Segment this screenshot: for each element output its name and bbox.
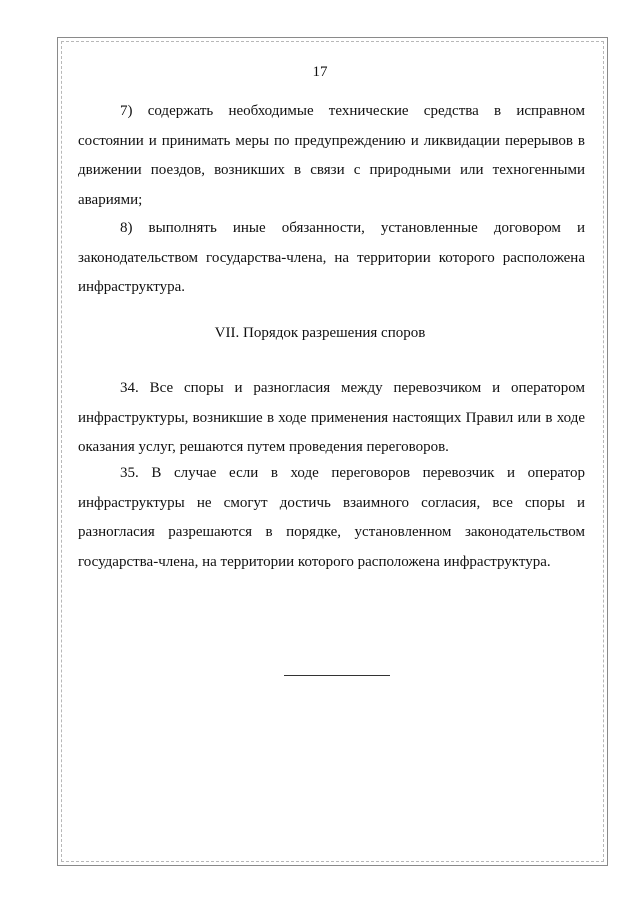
clause-34: 34. Все споры и разногласия между перевозчиком и оператором инфраструктуры, возникшие в ходе применения настоящих Правил или в ходе оказания услуг, решаются путем проведения переговоров. (78, 380, 585, 455)
list-item-8: 8) выполнять иные обязанности, установленные договором и законодательством государства-члена, на территории которого расположена инфраструктура. (78, 220, 585, 295)
list-item-7: 7) содержать необходимые технические средства в исправном состоянии и принимать меры по предупреждению и ликвидации перерывов в движении поездов, возникших в связи с природными или техногенными авариями; (78, 103, 585, 208)
clause-35: 35. В случае если в ходе переговоров перевозчик и оператор инфраструктуры не смогут достичь взаимного согласия, все споры и разногласия разрешаются в порядке, установленном законодательством государства-члена, на территории которого расположена инфраструктура. (78, 465, 585, 570)
page-number: 17 (312, 64, 328, 80)
end-divider (284, 675, 390, 676)
section-title: VII. Порядок разрешения споров (214, 325, 426, 341)
